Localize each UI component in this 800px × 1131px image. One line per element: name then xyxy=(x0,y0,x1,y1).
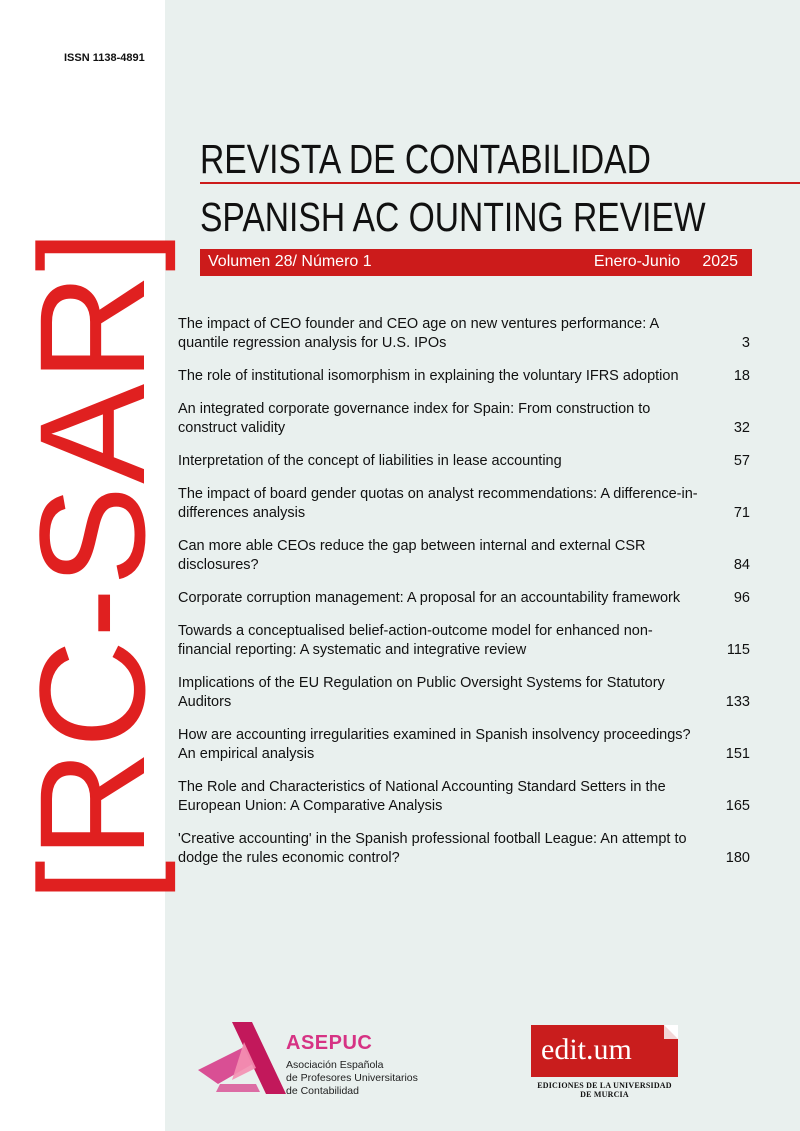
toc-item-page: 180 xyxy=(725,850,750,866)
asepuc-name: ASEPUC xyxy=(286,1032,373,1054)
toc-item-page: 133 xyxy=(725,694,750,710)
toc-item[interactable] xyxy=(178,367,750,386)
toc-item-page: 115 xyxy=(726,642,750,658)
toc-item-title: The Role and Characteristics of National Accounting Standard Setters in the European Union: A Comparative Analysis xyxy=(178,779,666,814)
toc-item-title: Interpretation of the concept of liabilities in lease accounting xyxy=(178,453,562,469)
issue-period: Enero-Junio 2025 xyxy=(593,253,738,270)
asepuc-subtitle xyxy=(286,1059,418,1098)
toc-item-title: Can more able CEOs reduce the gap between internal and external CSR disclosures? xyxy=(178,538,646,573)
vertical-brand-text: [RC-SAR] xyxy=(8,227,176,903)
toc-item-title: How are accounting irregularities examined in Spanish insolvency proceedings? An empirical analysis xyxy=(178,727,691,762)
journal-title-en: SPANISH AC OUNTING REVIEW xyxy=(200,194,706,240)
asepuc-logo-icon xyxy=(198,1022,298,1094)
toc-item[interactable] xyxy=(178,674,750,712)
toc-item-title: 'Creative accounting' in the Spanish professional football League: An attempt to dodge the rules economic control? xyxy=(178,831,687,866)
asepuc-block xyxy=(286,1032,418,1098)
toc-item[interactable] xyxy=(178,537,750,575)
editum-subtitle: EDICIONES DE LA UNIVERSIDAD DE MURCIA xyxy=(537,1081,672,1099)
toc-item-page: 18 xyxy=(733,368,750,384)
toc-item-page: 3 xyxy=(741,335,750,351)
toc-item-title: The role of institutional isomorphism in explaining the voluntary IFRS adoption xyxy=(178,368,679,384)
issue-volume: Volumen 28/ Número 1 xyxy=(208,253,372,270)
asepuc-line1: Asociación Española xyxy=(286,1059,384,1071)
asepuc-line2: de Profesores Universitarios xyxy=(286,1072,418,1084)
toc-item-title: An integrated corporate governance index for Spain: From construction to construct validity xyxy=(178,401,651,436)
toc-item[interactable] xyxy=(178,485,750,523)
issn: ISSN 1138-4891 xyxy=(64,52,145,64)
toc-item-page: 165 xyxy=(725,798,750,814)
toc-item[interactable] xyxy=(178,622,750,660)
toc-item[interactable] xyxy=(178,315,750,353)
toc-item-page: 96 xyxy=(733,590,750,606)
editum-logo xyxy=(531,1025,678,1077)
page-corner-icon xyxy=(664,1025,678,1039)
toc-item[interactable] xyxy=(178,452,750,471)
toc-item-title: Implications of the EU Regulation on Public Oversight Systems for Statutory Auditors xyxy=(178,675,665,710)
journal-title-es: REVISTA DE CONTABILIDAD xyxy=(200,136,651,182)
editum-wordmark: edit.um xyxy=(541,1033,632,1066)
toc-item[interactable] xyxy=(178,830,750,868)
toc-item-page: 151 xyxy=(725,746,750,762)
toc-item[interactable] xyxy=(178,726,750,764)
asepuc-line3: de Contabilidad xyxy=(286,1085,359,1097)
toc-item-title: The impact of board gender quotas on analyst recommendations: A difference-in-differences analysis xyxy=(178,486,698,521)
toc-item[interactable] xyxy=(178,400,750,438)
toc-item-page: 84 xyxy=(733,557,750,573)
title-divider xyxy=(200,182,800,184)
toc-item-page: 32 xyxy=(733,420,750,436)
toc-item[interactable] xyxy=(178,778,750,816)
toc-item-title: Corporate corruption management: A proposal for an accountability framework xyxy=(178,590,681,606)
toc-item-title: Towards a conceptualised belief-action-outcome model for enhanced non-financial reporting: A systematic and integrative review xyxy=(178,623,653,658)
table-of-contents xyxy=(178,315,750,882)
issue-bar xyxy=(200,249,752,276)
toc-item-page: 71 xyxy=(733,505,750,521)
toc-item[interactable] xyxy=(178,589,750,608)
toc-item-page: 57 xyxy=(733,453,750,469)
toc-item-title: The impact of CEO founder and CEO age on new ventures performance: A quantile regression analysis for U.S. IPOs xyxy=(178,316,659,351)
